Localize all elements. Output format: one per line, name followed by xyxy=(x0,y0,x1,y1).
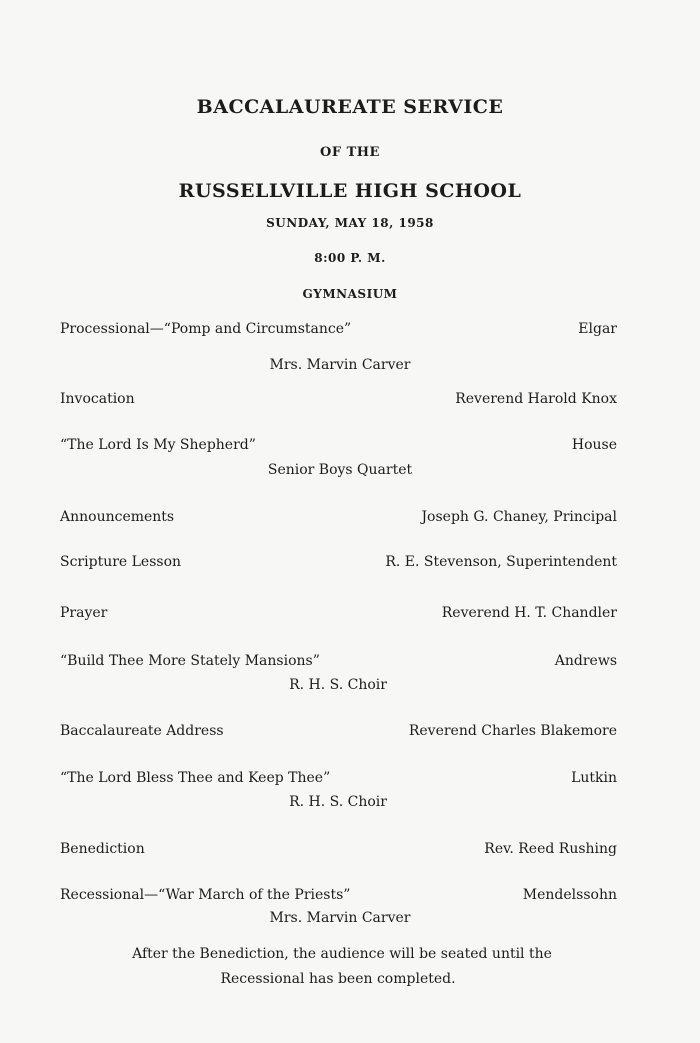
program-item-benediction xyxy=(60,838,617,860)
program-item-processional xyxy=(60,318,617,340)
program-item-performer: Mrs. Marvin Carver xyxy=(269,910,411,926)
of-the-line: OF THE xyxy=(320,145,380,160)
program-item-performer: Elgar xyxy=(578,321,617,337)
closing-note-line: After the Benediction, the audience will be seated until the xyxy=(132,946,552,962)
program-item-performer: R. E. Stevenson, Superintendent xyxy=(385,554,617,570)
program-item-title: Announcements xyxy=(60,509,175,525)
program-item-invocation xyxy=(60,388,617,410)
program-item-title: Invocation xyxy=(60,391,135,407)
program-item-title: Baccalaureate Address xyxy=(60,723,224,739)
program-item-hymn-bless xyxy=(60,767,617,789)
program-item-address xyxy=(60,720,617,742)
program-item-performer: Lutkin xyxy=(571,770,617,786)
program-item-title: Benediction xyxy=(60,841,145,857)
program-item-title: Processional—“Pomp and Circumstance” xyxy=(60,321,352,337)
program-item-title: “Build Thee More Stately Mansions” xyxy=(60,653,320,669)
program-item-performer: Reverend H. T. Chandler xyxy=(441,605,617,621)
program-item-performer: Joseph G. Chaney, Principal xyxy=(421,509,617,525)
program-item-title: “The Lord Is My Shepherd” xyxy=(60,437,256,453)
program-item-prayer xyxy=(60,602,617,624)
program-item-performer: Reverend Harold Knox xyxy=(455,391,617,407)
service-time: 8:00 P. M. xyxy=(314,251,386,265)
program-item-subline xyxy=(0,354,700,376)
program-item-performer: House xyxy=(571,437,617,453)
closing-note-line: Recessional has been completed. xyxy=(220,971,456,987)
school-name: RUSSELLVILLE HIGH SCHOOL xyxy=(178,180,522,202)
program-item-subline xyxy=(0,791,700,813)
program-item-recessional xyxy=(60,884,617,906)
program-item-subline xyxy=(0,674,700,696)
program-item-title: “The Lord Bless Thee and Keep Thee” xyxy=(60,770,331,786)
program-item-performer: R. H. S. Choir xyxy=(289,677,387,693)
program-item-hymn-mansions xyxy=(60,650,617,672)
program-item-hymn-shepherd xyxy=(60,434,617,456)
program-item-subline xyxy=(0,907,700,929)
program-item-performer: R. H. S. Choir xyxy=(289,794,387,810)
program-item-performer: Mendelssohn xyxy=(522,887,617,903)
service-location: GYMNASIUM xyxy=(302,287,398,301)
program-item-scripture xyxy=(60,551,617,573)
program-item-performer: Rev. Reed Rushing xyxy=(484,841,617,857)
program-item-performer: Senior Boys Quartet xyxy=(267,462,413,478)
service-title: BACCALAUREATE SERVICE xyxy=(196,96,504,118)
program-item-title: Prayer xyxy=(60,605,108,621)
program-item-announcements xyxy=(60,506,617,528)
program-item-subline xyxy=(0,459,700,481)
program-item-performer: Mrs. Marvin Carver xyxy=(269,357,411,373)
program-item-performer: Reverend Charles Blakemore xyxy=(408,723,617,739)
program-item-title: Scripture Lesson xyxy=(60,554,182,570)
program-item-performer: Andrews xyxy=(554,653,617,669)
program-item-title: Recessional—“War March of the Priests” xyxy=(60,887,351,903)
service-date: SUNDAY, MAY 18, 1958 xyxy=(266,216,434,230)
